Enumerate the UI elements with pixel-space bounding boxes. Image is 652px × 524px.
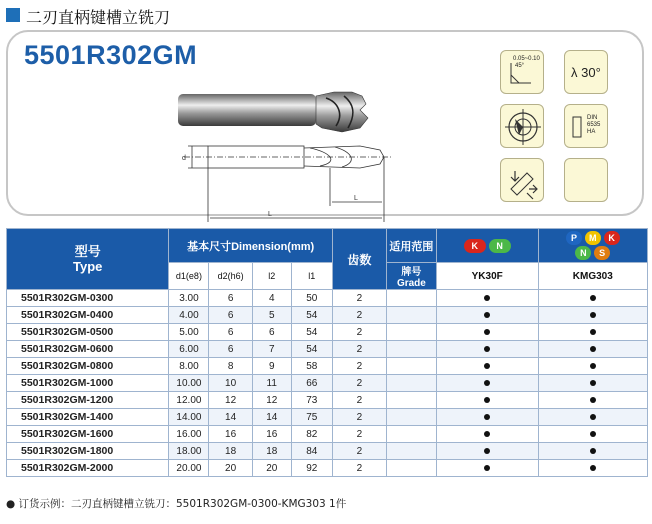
cell-l1: 73 — [291, 392, 332, 409]
type-header-en: Type — [73, 259, 103, 274]
product-table — [6, 228, 648, 477]
cell-teeth: 2 — [332, 443, 386, 460]
availability-dot — [590, 295, 596, 301]
cell-grade-blank — [387, 341, 437, 358]
badge-s: S — [594, 246, 610, 260]
product-code: 5501R302GM-2000 — [7, 460, 169, 477]
l2-header: l2 — [252, 263, 291, 290]
cell-l1: 58 — [291, 358, 332, 375]
table-row — [7, 290, 648, 307]
availability-kmg303 — [538, 341, 647, 358]
cell-d2: 8 — [209, 358, 252, 375]
table-row — [7, 443, 648, 460]
cell-grade-blank — [387, 443, 437, 460]
availability-dot — [484, 397, 490, 403]
cell-d1: 12.00 — [169, 392, 209, 409]
cell-d2: 16 — [209, 426, 252, 443]
cell-teeth: 2 — [332, 426, 386, 443]
table-row — [7, 375, 648, 392]
cell-teeth: 2 — [332, 290, 386, 307]
chamfer-size: 0.05~0.10 — [513, 56, 540, 62]
cell-teeth: 2 — [332, 460, 386, 477]
page-title: 二刃直柄键槽立铣刀 — [26, 8, 171, 27]
availability-dot — [590, 312, 596, 318]
availability-kmg303 — [538, 426, 647, 443]
badge-k: K — [464, 239, 486, 253]
table-row — [7, 324, 648, 341]
cell-l1: 50 — [291, 290, 332, 307]
tool-image — [176, 88, 386, 138]
din-label: DIN — [587, 115, 598, 121]
cell-l2: 12 — [252, 392, 291, 409]
availability-dot — [590, 346, 596, 352]
cell-l2: 9 — [252, 358, 291, 375]
availability-dot — [484, 448, 490, 454]
app-badges-2 — [538, 229, 647, 263]
availability-kmg303 — [538, 409, 647, 426]
d2-header: d2(h6) — [209, 263, 252, 290]
cell-l1: 54 — [291, 307, 332, 324]
availability-dot — [590, 380, 596, 386]
availability-kmg303 — [538, 324, 647, 341]
cell-d2: 6 — [209, 324, 252, 341]
cell-l2: 14 — [252, 409, 291, 426]
availability-dot — [590, 431, 596, 437]
table-row — [7, 341, 648, 358]
grade-yk30f: YK30F — [436, 263, 538, 290]
availability-yk30f — [436, 324, 538, 341]
cell-d2: 6 — [209, 341, 252, 358]
badge-k2: K — [604, 231, 620, 245]
availability-kmg303 — [538, 392, 647, 409]
cell-d2: 10 — [209, 375, 252, 392]
cell-d1: 10.00 — [169, 375, 209, 392]
cell-teeth: 2 — [332, 307, 386, 324]
availability-yk30f — [436, 409, 538, 426]
availability-yk30f — [436, 307, 538, 324]
availability-kmg303 — [538, 460, 647, 477]
product-code: 5501R302GM-1000 — [7, 375, 169, 392]
cell-d2: 14 — [209, 409, 252, 426]
din-shank-type: HA — [587, 129, 596, 135]
availability-yk30f — [436, 341, 538, 358]
availability-dot — [484, 312, 490, 318]
din-shank-icon — [564, 104, 608, 148]
availability-dot — [484, 295, 490, 301]
availability-kmg303 — [538, 358, 647, 375]
grade-label: 牌号Grade — [387, 263, 437, 290]
availability-dot — [590, 465, 596, 471]
availability-kmg303 — [538, 290, 647, 307]
cell-grade-blank — [387, 426, 437, 443]
cell-d1: 16.00 — [169, 426, 209, 443]
availability-dot — [484, 380, 490, 386]
cell-l2: 16 — [252, 426, 291, 443]
cell-d1: 3.00 — [169, 290, 209, 307]
cell-teeth: 2 — [332, 324, 386, 341]
availability-kmg303 — [538, 307, 647, 324]
cell-teeth: 2 — [332, 409, 386, 426]
availability-dot — [590, 397, 596, 403]
cell-l2: 6 — [252, 324, 291, 341]
availability-yk30f — [436, 460, 538, 477]
helix-angle: λ 30° — [571, 65, 601, 80]
product-code: 5501R302GM-1600 — [7, 426, 169, 443]
availability-dot — [590, 414, 596, 420]
cell-d2: 6 — [209, 307, 252, 324]
cell-grade-blank — [387, 392, 437, 409]
cell-d1: 8.00 — [169, 358, 209, 375]
cell-grade-blank — [387, 307, 437, 324]
cell-teeth: 2 — [332, 358, 386, 375]
cell-l2: 5 — [252, 307, 291, 324]
cell-l2: 7 — [252, 341, 291, 358]
cell-d1: 5.00 — [169, 324, 209, 341]
cell-teeth: 2 — [332, 392, 386, 409]
slotting-direction-icon — [500, 158, 544, 202]
cell-l2: 4 — [252, 290, 291, 307]
availability-yk30f — [436, 375, 538, 392]
badge-p: P — [566, 231, 582, 245]
cell-grade-blank — [387, 324, 437, 341]
cell-d1: 20.00 — [169, 460, 209, 477]
cell-d2: 18 — [209, 443, 252, 460]
availability-yk30f — [436, 392, 538, 409]
availability-dot — [590, 363, 596, 369]
cell-d1: 6.00 — [169, 341, 209, 358]
teeth-header: 齿数 — [332, 229, 386, 290]
product-code: 5501R302GM-0400 — [7, 307, 169, 324]
availability-yk30f — [436, 358, 538, 375]
badge-n2: N — [575, 246, 591, 260]
product-code: 5501R302GM-0300 — [7, 290, 169, 307]
cell-d2: 6 — [209, 290, 252, 307]
cell-l1: 54 — [291, 341, 332, 358]
availability-dot — [484, 465, 490, 471]
availability-yk30f — [436, 426, 538, 443]
cell-d1: 4.00 — [169, 307, 209, 324]
app-badges-1 — [436, 229, 538, 263]
product-code: 5501R302GM-1400 — [7, 409, 169, 426]
l2-label: L — [354, 195, 358, 202]
table-row — [7, 409, 648, 426]
table-row — [7, 460, 648, 477]
cell-grade-blank — [387, 375, 437, 392]
availability-dot — [484, 346, 490, 352]
cell-d1: 14.00 — [169, 409, 209, 426]
table-row — [7, 392, 648, 409]
cell-grade-blank — [387, 290, 437, 307]
cell-teeth: 2 — [332, 341, 386, 358]
cell-d2: 12 — [209, 392, 252, 409]
din-number: 6535 — [587, 122, 601, 128]
availability-kmg303 — [538, 375, 647, 392]
cell-l2: 18 — [252, 443, 291, 460]
chamfer-angle: 45° — [515, 63, 525, 69]
product-code: 5501R302GM-1800 — [7, 443, 169, 460]
cell-grade-blank — [387, 358, 437, 375]
cell-l1: 75 — [291, 409, 332, 426]
badge-n: N — [489, 239, 511, 253]
dimension-header: 基本尺寸Dimension(mm) — [169, 229, 332, 263]
d1-header: d1(e8) — [169, 263, 209, 290]
product-panel — [6, 30, 644, 216]
d1-label: d — [182, 155, 186, 162]
cell-l2: 11 — [252, 375, 291, 392]
cell-l1: 82 — [291, 426, 332, 443]
availability-dot — [484, 414, 490, 420]
product-code: 5501R302GM-0600 — [7, 341, 169, 358]
availability-dot — [484, 329, 490, 335]
cell-d2: 20 — [209, 460, 252, 477]
l1-header: l1 — [291, 263, 332, 290]
availability-dot — [484, 431, 490, 437]
cell-l2: 20 — [252, 460, 291, 477]
l1-label: L — [268, 211, 272, 218]
table-row — [7, 358, 648, 375]
grade-kmg303: KMG303 — [538, 263, 647, 290]
cell-grade-blank — [387, 460, 437, 477]
availability-kmg303 — [538, 443, 647, 460]
chamfer-icon — [500, 50, 544, 94]
application-header: 适用范围 — [387, 229, 437, 263]
blank-icon — [564, 158, 608, 202]
product-code: 5501R302GM-0800 — [7, 358, 169, 375]
center-cutting-icon — [500, 104, 544, 148]
availability-dot — [590, 329, 596, 335]
table-row — [7, 307, 648, 324]
availability-dot — [484, 363, 490, 369]
type-header — [7, 229, 169, 290]
badge-m: M — [585, 231, 601, 245]
cell-teeth: 2 — [332, 375, 386, 392]
technical-drawing — [170, 136, 400, 232]
cell-d1: 18.00 — [169, 443, 209, 460]
cell-l1: 84 — [291, 443, 332, 460]
cell-l1: 92 — [291, 460, 332, 477]
model-title: 5501R302GM — [24, 40, 198, 70]
helix-angle-icon — [564, 50, 608, 94]
availability-yk30f — [436, 290, 538, 307]
type-header-cn: 型号 — [74, 244, 101, 259]
availability-dot — [590, 448, 596, 454]
cell-grade-blank — [387, 409, 437, 426]
product-code: 5501R302GM-1200 — [7, 392, 169, 409]
cell-l1: 66 — [291, 375, 332, 392]
cell-l1: 54 — [291, 324, 332, 341]
order-example: ● 订货示例：二刃直柄键槽立铣刀：5501R302GM-0300-KMG303 1件 — [6, 498, 347, 510]
product-code: 5501R302GM-0500 — [7, 324, 169, 341]
table-row — [7, 426, 648, 443]
header-marker — [6, 8, 20, 22]
availability-yk30f — [436, 443, 538, 460]
